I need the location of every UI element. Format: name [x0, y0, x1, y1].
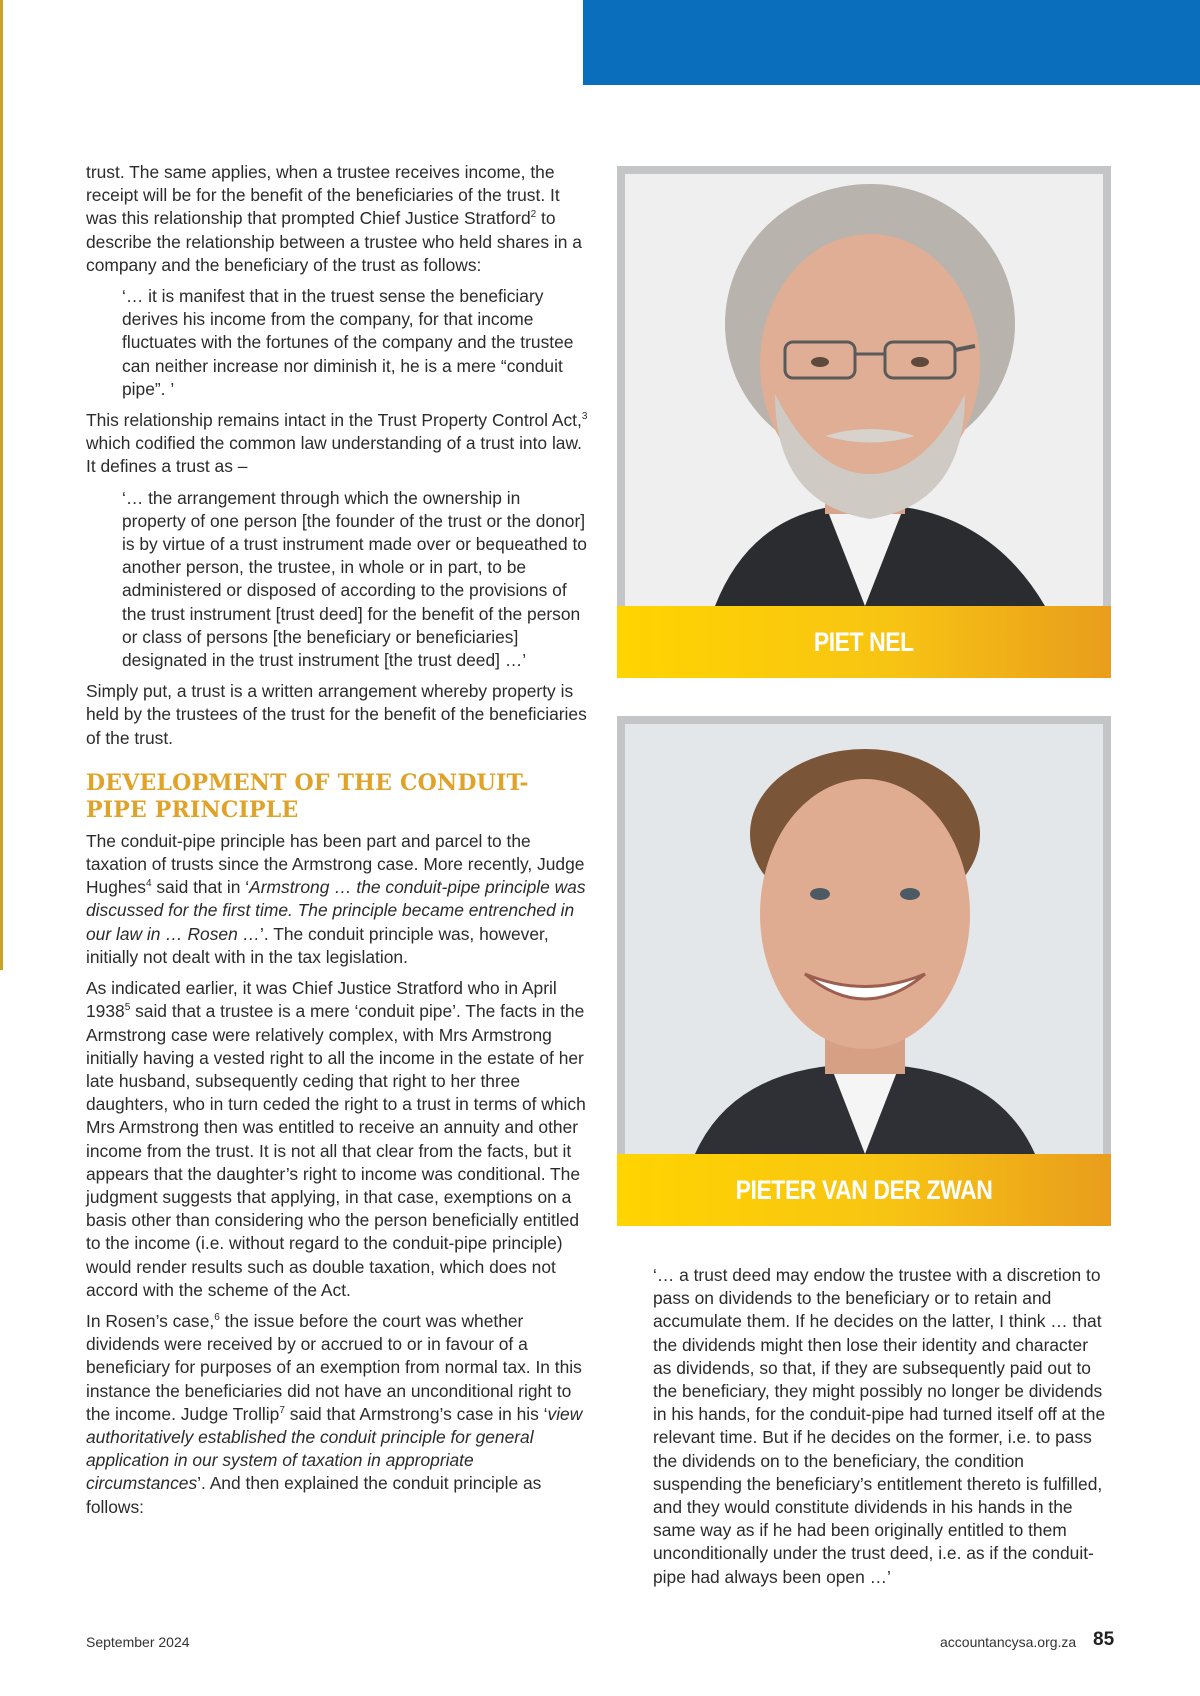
paragraph: This relationship remains intact in the Trust Property Control Act,$^3$ which codified the common law understanding of a trust into law. It defines a trust as – [86, 410, 588, 477]
profile-card-pieter-van-der-zwan [617, 716, 1111, 1226]
name-label: PIETER VAN DER ZWAN [617, 1154, 1111, 1226]
section-heading: DEVELOPMENT OF THE CONDUIT-PIPE PRINCIPLE [86, 769, 529, 823]
portrait-younger-man [625, 724, 1103, 1154]
footnote-ref[interactable]: 4 [145, 878, 152, 890]
name-label: PIET NEL [617, 606, 1111, 678]
footnote-ref[interactable]: 2 [530, 209, 537, 221]
block-quote: ‘… a trust deed may endow the trustee with a discretion to pass on dividends to the beneficiary or to retain and accumulate them. If he decides on the latter, I think … that the dividends might then lose their identity and character as dividends, so that, if they are subsequently paid out to the beneficiary, they might possibly no longer be dividends in his hands, for the conduit-pipe had turned itself off at the relevant time. But if he decides on the former, i.e. to pass the dividends on to the beneficiary, the condition suspending the beneficiary’s entitlement thereto is fulfilled, and they would constitute dividends in his hands in the same way as if he had been originally entitled to them unconditionally under the trust deed, i.e. as if the conduit-pipe had always been open …’ [653, 1265, 1106, 1587]
footnote-ref[interactable]: 3 [581, 411, 588, 423]
portrait-photo [625, 174, 1103, 606]
header-color-band [583, 0, 1200, 85]
article-left-column [86, 161, 588, 1527]
profile-card-piet-nel [617, 166, 1111, 678]
paragraph: Simply put, a trust is a written arrangement whereby property is held by the trustees of the trust for the benefit of the beneficiaries of the trust. [86, 681, 587, 748]
footnote-ref[interactable]: 6 [214, 1312, 220, 1324]
footnote-ref[interactable]: 5 [124, 1002, 131, 1014]
portrait-photo [625, 724, 1103, 1154]
page-number: 85 [1093, 1629, 1115, 1650]
paragraph: In Rosen’s case,$^6$ the issue before the court was whether dividends were received by or accrued to or in favour of a beneficiary for purposes of an exemption from normal tax. In this instance the beneficiaries did not have an unconditional right to the income. Judge Trollip$^7$ said that Armstrong’s case in his ‘view authoritatively established the conduit principle for general application in our system of taxation in appropriate circumstances’. And then explained the conduit principle as follows: [86, 1310, 583, 1517]
footer-date: September 2024 [86, 1634, 190, 1650]
block-quote: ‘… the arrangement through which the ownership in property of one person [the founder of the trust or the donor] is by virtue of a trust instrument made over or bequeathed to another person, the trustee, in whole or in part, to be administered or disposed of according to the provisions of the trust instrument [trust deed] for the benefit of the person or class of persons [the beneficiary or beneficiaries] designated in the trust instrument [the trust deed] …’ [122, 487, 587, 671]
paragraph: trust. The same applies, when a trustee receives income, the receipt will be for the benefit of the beneficiaries of the trust. It was this relationship that prompted Chief Justice Stratford$^2$ to describe the relationship between a trustee who held shares in a company and the beneficiary of the trust as follows: [86, 162, 582, 275]
paragraph: As indicated earlier, it was Chief Justice Stratford who in April 1938$^5$ said that a trustee is a mere ‘conduit pipe’. The facts in the Armstrong case were relatively complex, with Mrs Armstrong initially having a vested right to all the income in the estate of her late husband, subsequently ceding that right to her three daughters, who in turn ceded the right to a trust in terms of which Mrs Armstrong then was entitled to receive an annuity and other income from the trust. It is not all that clear from the facts, but it appears that the daughter’s right to income was conditional. The judgment suggests that applying, in that case, exemptions on a basis other than considering who the person beneficially entitled to the income (i.e. without regard to the conduit-pipe principle) would render results such as double taxation, which does not accord with the scheme of the Act. [86, 978, 586, 1300]
left-accent-rule [0, 0, 3, 970]
footnote-ref[interactable]: 7 [279, 1404, 285, 1416]
footer-website-link[interactable]: accountancysa.org.za [940, 1634, 1077, 1650]
paragraph: The conduit-pipe principle has been part and parcel to the taxation of trusts since the Armstrong case. More recently, Judge Hughes$^4$ said that in ‘Armstrong … the conduit-pipe principle was discussed for the first time. The principle became entrenched in our law in … Rosen …’. The conduit principle was, however, initially not dealt with in the tax legislation. [86, 830, 586, 967]
portrait-older-man [625, 174, 1103, 606]
article-right-column [653, 1264, 1108, 1597]
block-quote: ‘… it is manifest that in the truest sense the beneficiary derives his income from the company, for that income fluctuates with the fortunes of the company and the trustee can neither increase nor diminish it, he is a mere “conduit pipe”. ’ [122, 286, 574, 399]
